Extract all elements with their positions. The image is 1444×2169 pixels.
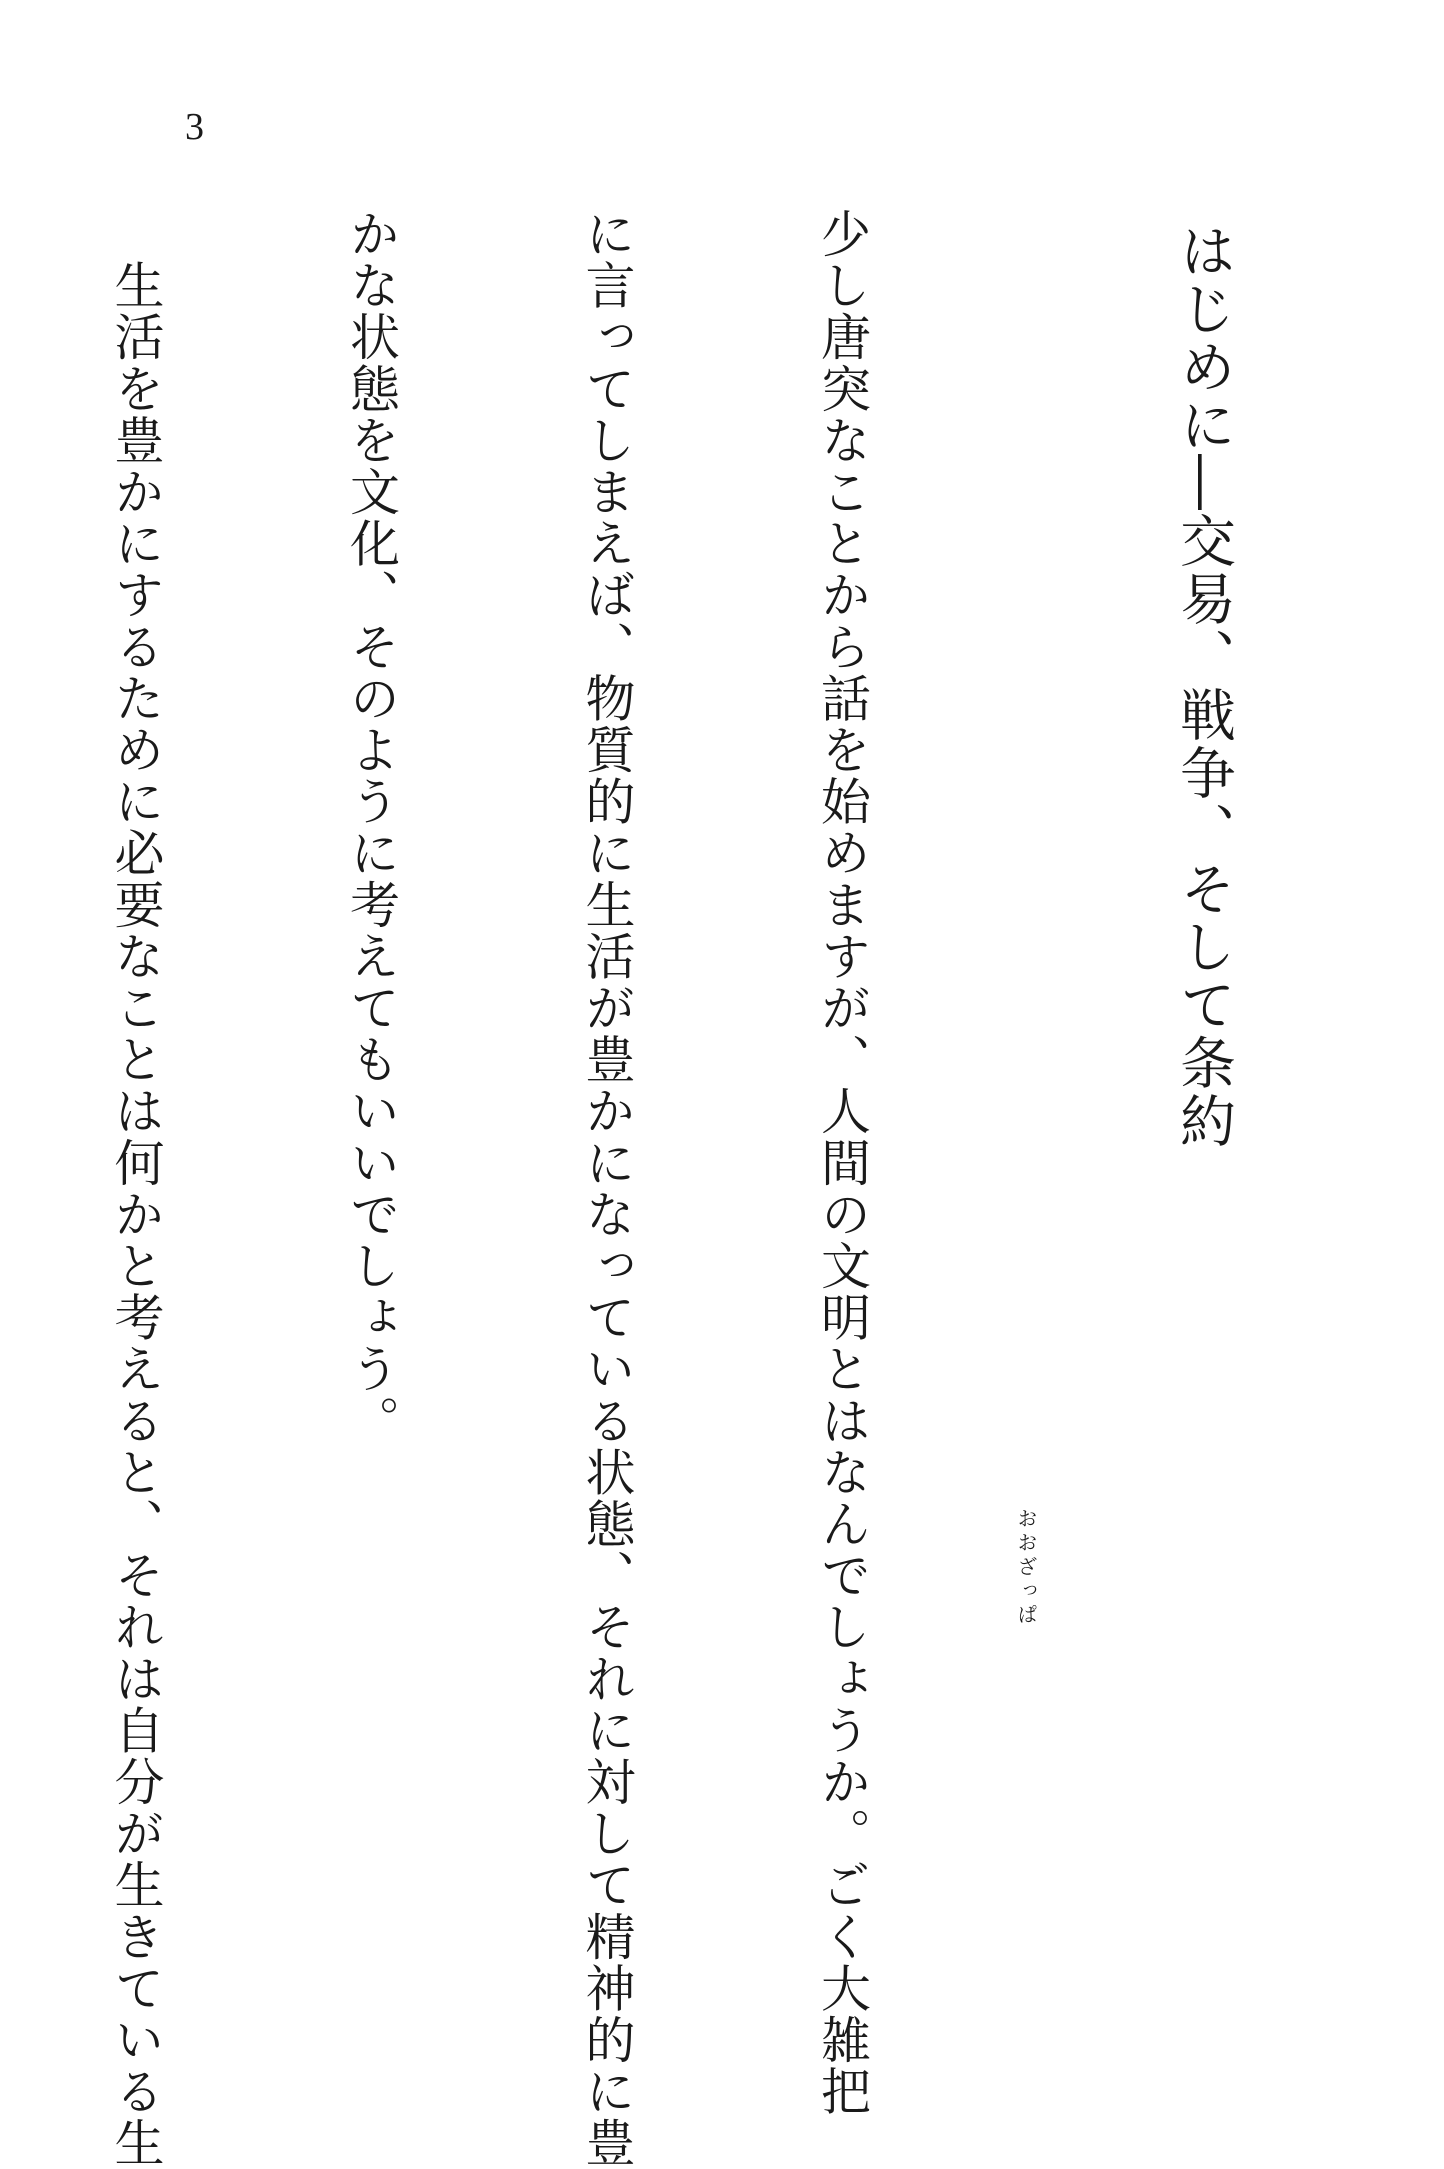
page-number: 3 <box>185 106 204 148</box>
text-column-2: に言ってしまえば、物質的に生活が豊かになっている状態、それに対して精神的に豊 <box>577 208 636 2169</box>
ruby-reading: おおざっぱ <box>1014 1508 1038 1628</box>
text-column-4: 生活を豊かにするために必要なことは何かと考えると、それは自分が生きている生 <box>106 208 165 2169</box>
text-column-1: 少し唐突なことから話を始めますが、人間の文明とはなんでしょうか。ごく大雑把 <box>813 208 871 2118</box>
text-column-3: かな状態を文化、そのように考えてもいいでしょう。 <box>342 208 400 1447</box>
body-text <box>106 208 1038 2169</box>
chapter-title: はじめに―交易、戦争、そして条約 <box>1171 222 1236 1150</box>
